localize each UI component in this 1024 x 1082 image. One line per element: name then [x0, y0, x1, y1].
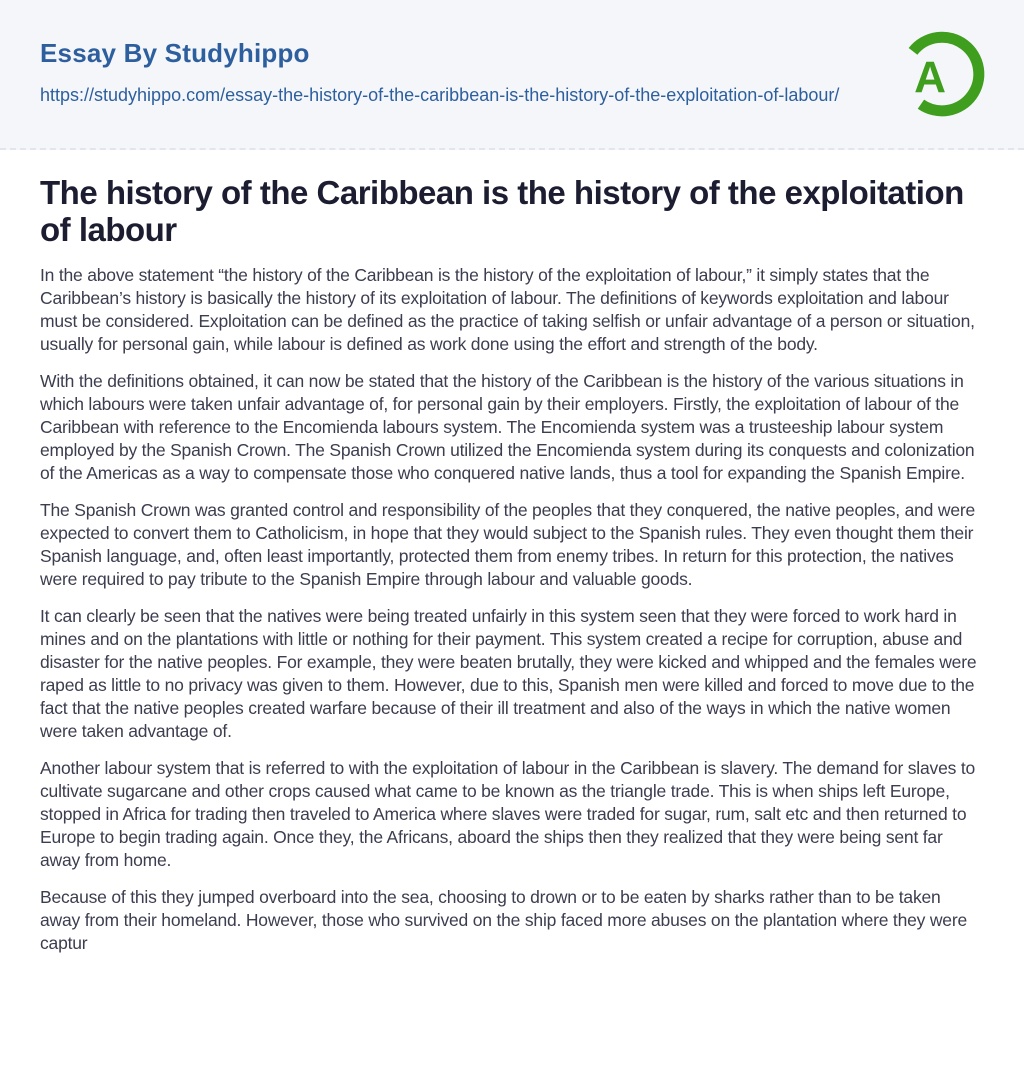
article-paragraph: Because of this they jumped overboard into the sea, choosing to drown or to be eaten by sharks rather than to be taken away from their homeland. However, those who survived on the ship faced more abuses on the plantation where they were captur	[40, 887, 967, 953]
logo-letter: A	[914, 53, 946, 103]
article-paragraph: The Spanish Crown was granted control and responsibility of the peoples that they conquered, the native peoples, and were expected to convert them to Catholicism, in hope that they would subject to the Spanish rules. They even thought them their Spanish language, and, often least importantly, protected them from enemy tribes. In return for this protection, the natives were required to pay tribute to the Spanish Empire through labour and valuable goods.	[40, 500, 976, 589]
article-url-link[interactable]: https://studyhippo.com/essay-the-history-of-the-caribbean-is-the-history-of-the-exploitation-of-labour/	[40, 85, 840, 105]
article-paragraph: In the above statement “the history of the Caribbean is the history of the exploitation of labour,” it simply states that the Caribbean’s history is basically the history of its exploitation of labour. The definitions of keywords exploitation and labour must be considered. Exploitation can be defined as the practice of taking selfish or unfair advantage of a person or situation, usually for personal gain, while labour is defined as work done using the effort and strength of the body.	[40, 265, 975, 354]
logo-arc-icon	[896, 28, 988, 120]
site-title: Essay By Studyhippo	[40, 38, 310, 68]
article-title: The history of the Caribbean is the history of the exploitation of labour	[40, 174, 964, 248]
header-text	[40, 38, 839, 108]
studyhippo-logo	[896, 28, 988, 120]
article-paragraph: With the definitions obtained, it can now be stated that the history of the Caribbean is the history of the various situations in which labours were taken unfair advantage of, for personal gain by their employers. Firstly, the exploitation of labour of the Caribbean with reference to the Encomienda labours system. The Encomienda system was a trusteeship labour system employed by the Spanish Crown. The Spanish Crown utilized the Encomienda system during its conquests and colonization of the Americas as a way to compensate those who conquered native lands, thus a tool for expanding the Spanish Empire.	[40, 371, 975, 483]
article	[0, 174, 1024, 955]
article-paragraph: Another labour system that is referred to with the exploitation of labour in the Caribbean is slavery. The demand for slaves to cultivate sugarcane and other crops caused what came to be known as the triangle trade. This is when ships left Europe, stopped in Africa for trading then traveled to America where slaves were traded for sugar, rum, salt etc and then returned to Europe to begin trading again. Once they, the Africans, aboard the ships then they realized that they were being sent far away from home.	[40, 758, 976, 870]
article-paragraph: It can clearly be seen that the natives were being treated unfairly in this system seen that they were forced to work hard in mines and on the plantations with little or nothing for their payment. This system created a recipe for corruption, abuse and disaster for the native peoples. For example, they were beaten brutally, they were kicked and whipped and the females were raped as little to no privacy was given to them. However, due to this, Spanish men were killed and forced to move due to the fact that the native peoples created warfare because of their ill treatment and also of the ways in which the native women were taken advantage of.	[40, 606, 977, 741]
header	[0, 0, 1024, 150]
